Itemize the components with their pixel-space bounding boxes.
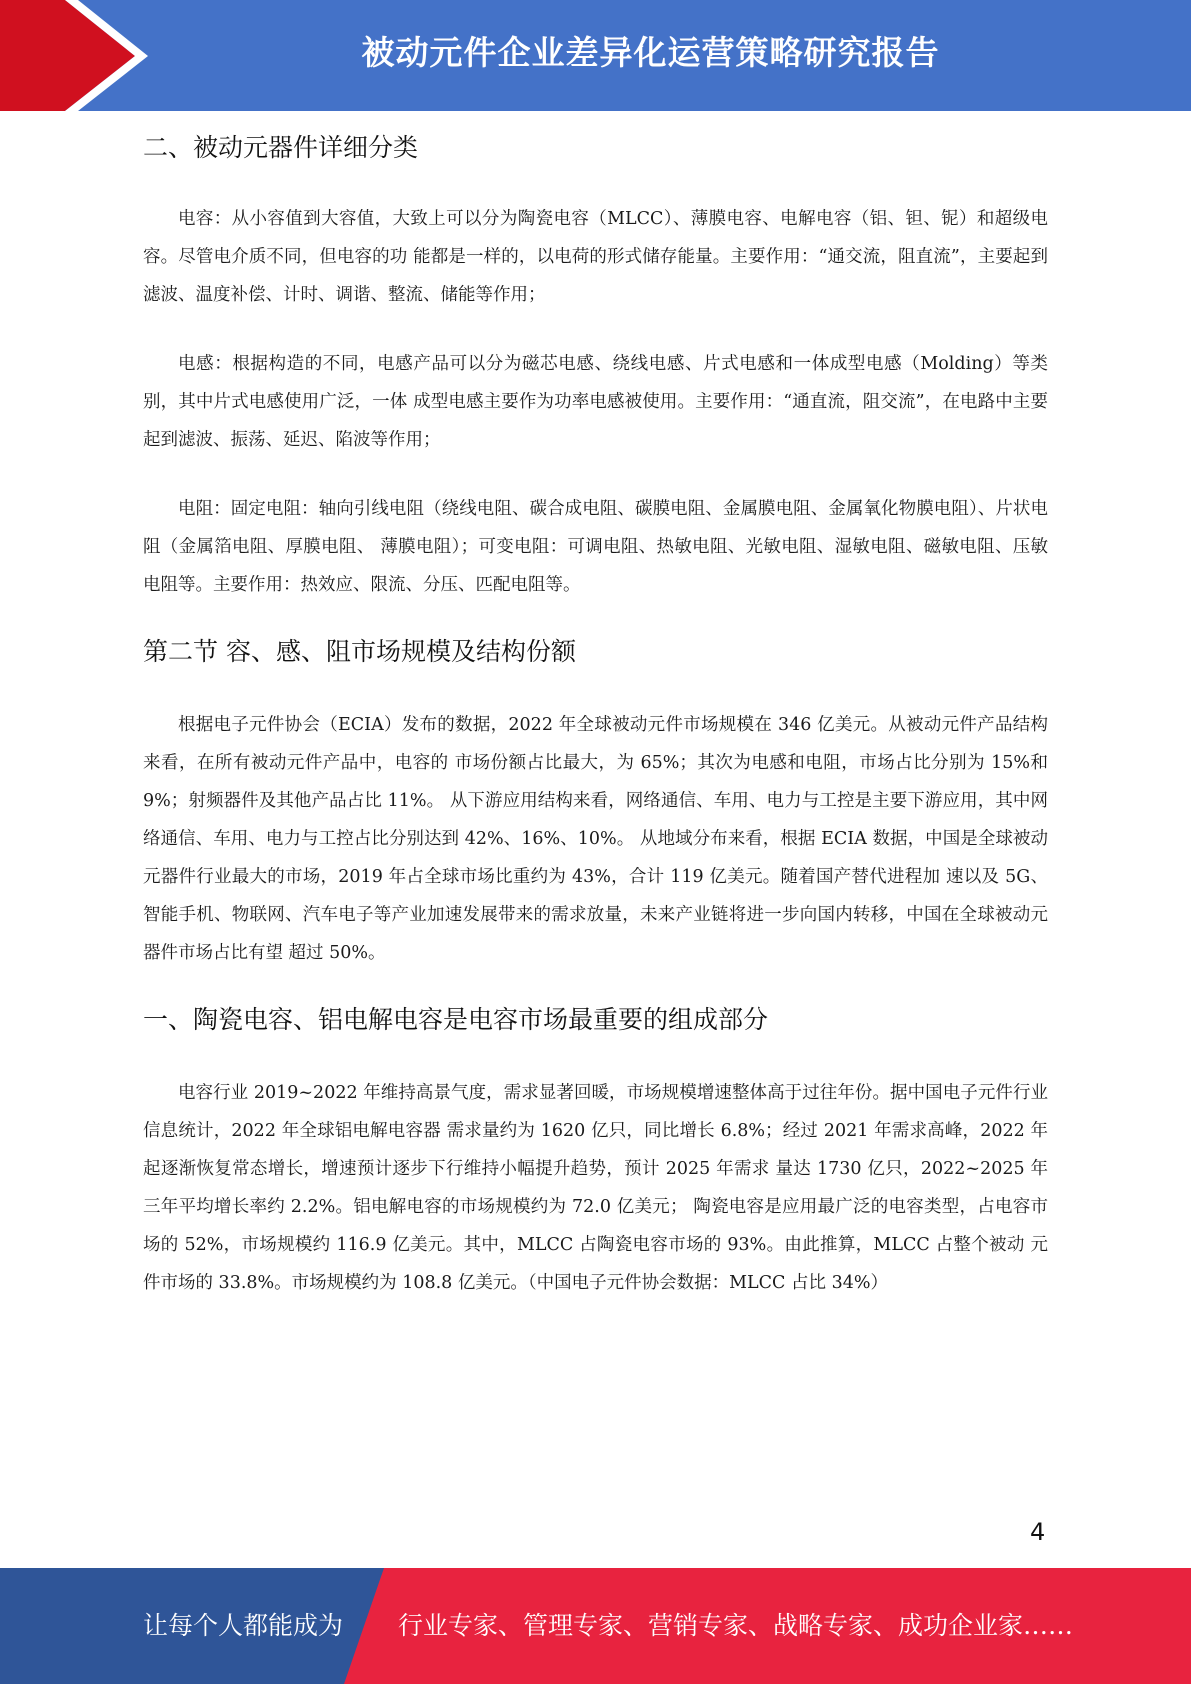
section-heading-market-size: 第二节 容、感、阻市场规模及结构份额	[143, 637, 576, 666]
paragraph-capacitor: 电容：从小容值到大容值，大致上可以分为陶瓷电容（MLCC）、薄膜电容、电解电容（铝、钽、铌）和超级电容。尽管电介质不同，但电容的功 能都是一样的，以电荷的形式储存能量。主要作用：“通交流，阻直流”，主要起到滤波、温度补偿、计时、调谐、整流、储能等作用；	[143, 209, 1048, 305]
paragraph-inductor: 电感：根据构造的不同，电感产品可以分为磁芯电感、绕线电感、片式电感和一体成型电感（Molding）等类别，其中片式电感使用广泛，一体 成型电感主要作为功率电感被使用。主要作用：“通直流，阻交流”，在电路中主要起到滤波、振荡、延迟、陷波等作用；	[143, 354, 1048, 450]
footer-slogan-left: 让每个人都能成为	[143, 1611, 344, 1640]
footer-slogan-right: 行业专家、管理专家、营销专家、战略专家、成功企业家……	[398, 1611, 1074, 1640]
paragraph-resistor: 电阻：固定电阻：轴向引线电阻（绕线电阻、碳合成电阻、碳膜电阻、金属膜电阻、金属氧化物膜电阻）、片状电阻（金属箔电阻、厚膜电阻、 薄膜电阻）；可变电阻：可调电阻、热敏电阻、光敏电阻、湿敏电阻、磁敏电阻、压敏电阻等。主要作用：热效应、限流、分压、匹配电阻等。	[143, 499, 1048, 595]
page-header	[0, 0, 1191, 111]
section-heading-passive-classification: 二、被动元器件详细分类	[143, 133, 419, 162]
section-heading-ceramic-aluminum: 一、陶瓷电容、铝电解电容是电容市场最重要的组成部分	[143, 1005, 769, 1034]
page-number: 4	[1030, 1518, 1046, 1546]
page-content	[143, 126, 1048, 1302]
page-footer	[0, 1568, 1191, 1684]
paragraph-capacitor-market: 电容行业 2019~2022 年维持高景气度，需求显著回暖，市场规模增速整体高于过往年份。据中国电子元件行业信息统计，2022 年全球铝电解电容器 需求量约为 1620 亿只，同比增长 6.8%；经过 2021 年需求高峰，2022 年起逐渐恢复常态增长，增速预计逐步下行维持小幅提升趋势，预计 2025 年需求 量达 1730 亿只，2022~2025 年三年平均增长率约 2.2%。铝电解电容的市场规模约为 72.0 亿美元； 陶瓷电容是应用最广泛的电容类型，占电容市场的 52%，市场规模约 116.9 亿美元。其中，MLCC 占陶瓷电容市场的 93%。由此推算，MLCC 占整个被动 元件市场的 33.8%。市场规模约为 108.8 亿美元。（中国电子元件协会数据：MLCC 占比 34%）	[143, 1083, 1048, 1293]
report-title: 被动元件企业差异化运营策略研究报告	[361, 33, 940, 72]
paragraph-market-size: 根据电子元件协会（ECIA）发布的数据，2022 年全球被动元件市场规模在 346 亿美元。从被动元件产品结构来看，在所有被动元件产品中，电容的 市场份额占比最大，为 65%；其次为电感和电阻，市场占比分别为 15%和 9%；射频器件及其他产品占比 11%。 从下游应用结构来看，网络通信、车用、电力与工控是主要下游应用，其中网络通信、车用、电力与工控占比分别达到 42%、16%、10%。 从地域分布来看，根据 ECIA 数据，中国是全球被动元器件行业最大的市场，2019 年占全球市场比重约为 43%，合计 119 亿美元。随着国产替代进程加 速以及 5G、智能手机、物联网、汽车电子等产业加速发展带来的需求放量，未来产业链将进一步向国内转移，中国在全球被动元器件市场占比有望 超过 50%。	[143, 715, 1048, 963]
